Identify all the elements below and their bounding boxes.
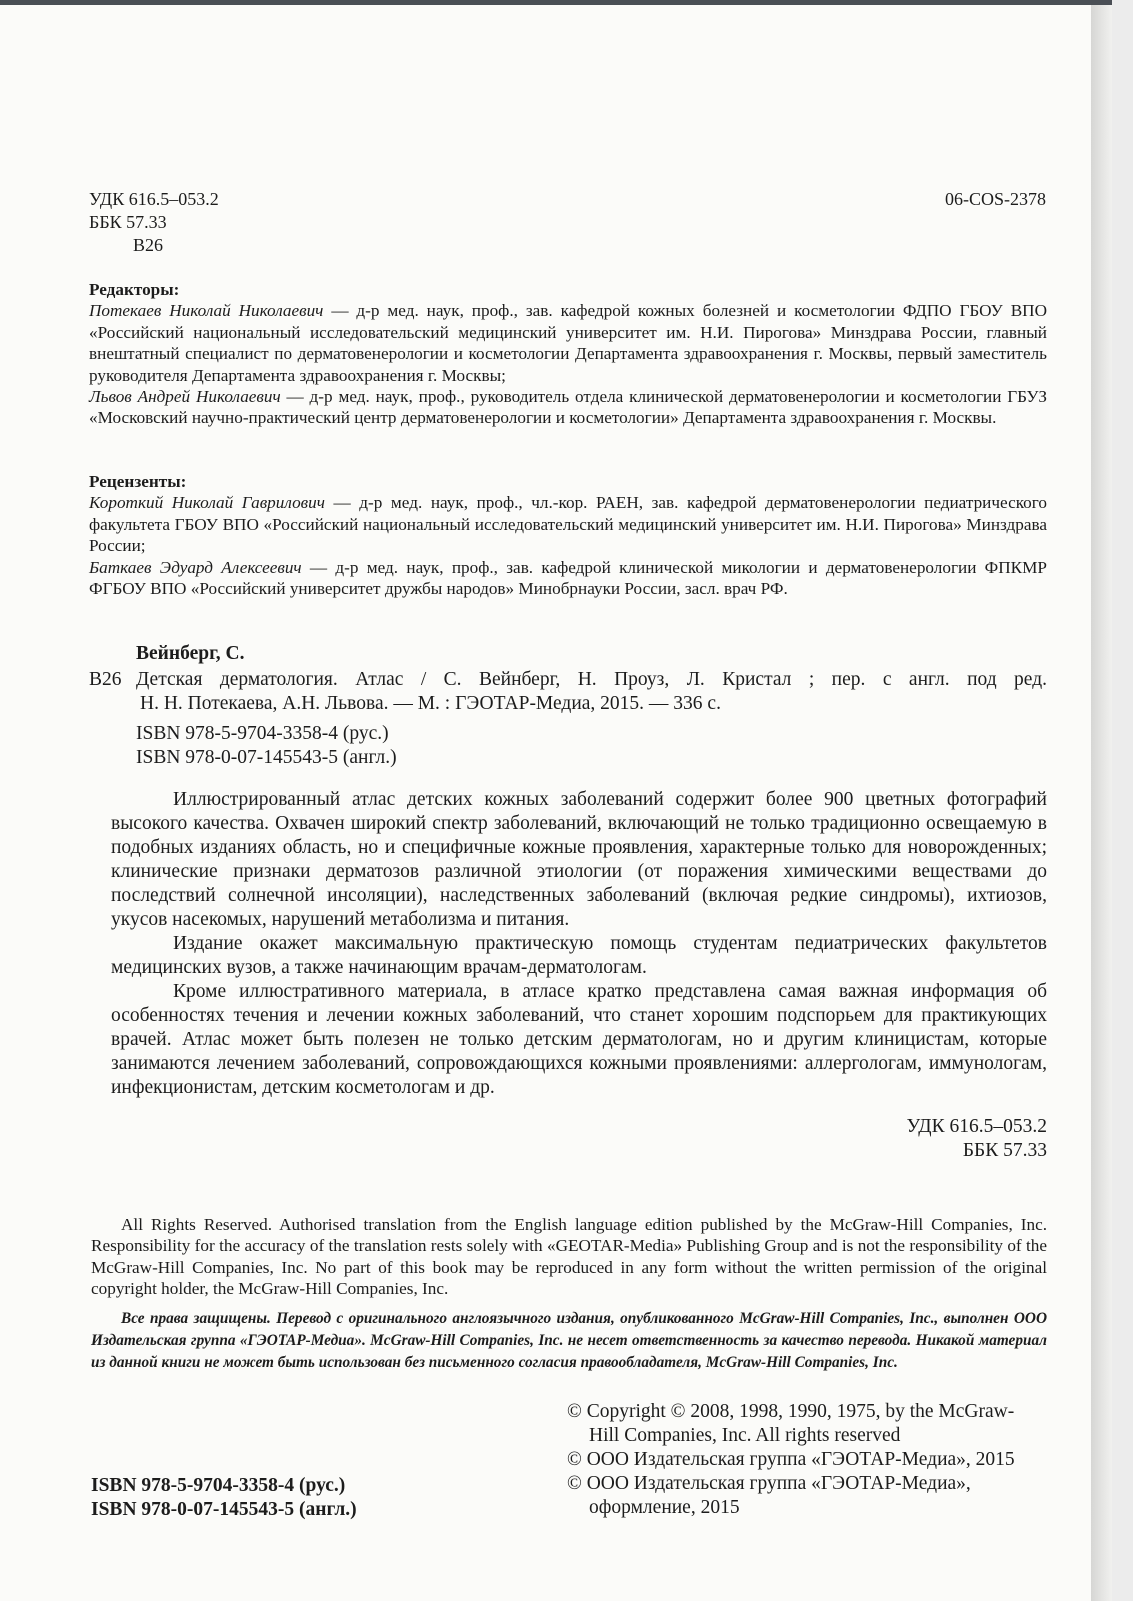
editors-section [89, 279, 1047, 429]
footer-isbn-eng: ISBN 978-0-07-145543-5 (англ.) [91, 1499, 357, 1520]
copyright-mcgraw-line-2: Hill Companies, Inc. All rights reserved [589, 1425, 901, 1446]
reviewer-entry [89, 492, 1047, 556]
reviewers-section [89, 471, 1047, 599]
annotation [111, 788, 1047, 1100]
annotation-paragraph: Иллюстрированный атлас детских кожных заболеваний содержит более 900 цветных фотографий высокого качества. Охвачен широкий спектр заболеваний, включающий не только традиционно освещаемую в подобных изданиях область, но и специфичные кожные проявления, характерные только для новорожденных; клинические признаки дерматозов различной этиологии (от поражения химическими веществами до последствий солнечной инсоляции), наследственных заболеваний (включая редкие синдромы), ихтиозов, укусов насекомых, нарушений метаболизма и питания. [111, 789, 1047, 930]
reviewer-name: Баткаев Эдуард Алексеевич [89, 557, 302, 577]
editor-description: — д-р мед. наук, проф., зав. кафедрой кожных болезней и косметологии ФДПО ГБОУ ВПО «Российский национальный исследовательский медицинский университет им. Н.И. Пирогова» Минздрава России, главный внештатный специалист по дерматовенерологии и косметологии Департамента здравоохранения г. Москвы, первый заместитель руководителя Департамента здравоохранения г. Москвы; [89, 301, 1047, 385]
footer-isbn-rus: ISBN 978-5-9704-3358-4 (рус.) [91, 1475, 346, 1496]
header-classification [89, 188, 219, 257]
rights-english [91, 1214, 1047, 1300]
catalog-description [136, 668, 1047, 716]
reviewer-name: Короткий Николай Гаврилович [89, 493, 325, 513]
catalog-isbn-rus: ISBN 978-5-9704-3358-4 (рус.) [136, 723, 389, 744]
editors-heading: Редакторы: [89, 280, 180, 299]
page-edge [1091, 5, 1112, 1601]
copyright-mcgraw-line-1: © Copyright © 2008, 1998, 1990, 1975, by the McGraw- [567, 1401, 1015, 1422]
editor-name: Потекаев Николай Николаевич [89, 301, 324, 321]
copyright-geotar-design-line-2: оформление, 2015 [589, 1497, 740, 1518]
reviewers-heading: Рецензенты: [89, 472, 187, 491]
annotation-paragraph: Издание окажет максимальную практическую помощь студентам педиатрических факультетов медицинских вузов, а также начинающим врачам-дерматологам. [111, 933, 1047, 978]
reviewer-description: — д-р мед. наук, проф., чл.-кор. РАЕН, зав. кафедрой дерматовенерологии педиатрического факультета ГБОУ ВПО «Российский национальный исследовательский медицинский университет им. Н.И. Пирогова» Минздрава России; [89, 493, 1047, 556]
order-code: 06-COS-2378 [944, 189, 1046, 209]
editor-description: — д-р мед. наук, проф., руководитель отдела клинической дерматовенерологии и косметологии ГБУЗ «Московский научно-практический центр дерматовенерологии и косметологии» Департамента здравоохранения г. Москвы. [89, 387, 1047, 428]
catalog-author: Вейнберг, С. [136, 643, 245, 664]
editor-name: Львов Андрей Николаевич [89, 387, 281, 407]
header-udk: УДК 616.5–053.2 [89, 189, 219, 209]
bottom-bbk: ББК 57.33 [962, 1140, 1047, 1161]
reviewer-description: — д-р мед. наук, проф., зав. кафедрой клинической микологии и дерматовенерологии ФПКМР ФГБОУ ВПО «Российский университет дружбы народов» Минобрнауки России, засл. врач РФ. [89, 557, 1047, 599]
header-bbk: ББК 57.33 [89, 212, 167, 232]
rights-russian-text: Все права защищены. Перевод с оригинального англоязычного издания, опубликованного McGraw-Hill Companies, Inc., выполнен ООО Издательская группа «ГЭОТАР-Медиа». McGraw-Hill Companies, Inc. не несет ответственность за качество перевода. Никакой материал из данной книги не может быть использован без письменного согласия правообладателя, McGraw-Hill Companies, Inc. [91, 1310, 1047, 1371]
copyright-geotar: © ООО Издательская группа «ГЭОТАР-Медиа», 2015 [567, 1449, 1015, 1470]
catalog-isbn-list [136, 722, 397, 770]
reviewer-entry [89, 557, 1047, 600]
catalog-isbn-eng: ISBN 978-0-07-145543-5 (англ.) [136, 747, 397, 768]
footer-copyrights [567, 1400, 1047, 1520]
rights-russian [91, 1308, 1047, 1374]
header-code: В26 [133, 235, 164, 255]
catalog-code: В26 [89, 669, 122, 690]
rights-english-text: All Rights Reserved. Authorised translation from the English language edition published by the McGraw-Hill Companies, Inc. Responsibility for the accuracy of the translation rests solely with «GEOTAR-Media» Publishing Group and is not the responsibility of the McGraw-Hill Companies, Inc. No part of this book may be reproduced in any form without the written permission of the original copyright holder, the McGraw-Hill Companies, Inc. [91, 1215, 1047, 1299]
editor-entry [89, 300, 1047, 386]
annotation-paragraph: Кроме иллюстративного материала, в атласе кратко представлена самая важная информация об особенностях течения и лечении кожных заболеваний, что станет хорошим подспорьем для практикующих врачей. Атлас может быть полезен не только детским дерматологам, но и другим клиницистам, которые занимаются лечением заболеваний, сопровождающихся кожными проявлениями: аллергологам, иммунологам, инфекционистам, детским косметологам и др. [111, 981, 1047, 1098]
copyright-geotar-design-line-1: © ООО Издательская группа «ГЭОТАР-Медиа», [567, 1473, 971, 1494]
catalog-line-2: Н. Н. Потекаева, А.Н. Львова. — М. : ГЭОТАР-Медиа, 2015. — 336 с. [140, 693, 721, 714]
footer-isbn-list [91, 1474, 357, 1522]
catalog-line-1: Детская дерматология. Атлас / С. Вейнберг, Н. Проуз, Л. Кристал ; пер. с англ. под ред. [136, 669, 1047, 690]
bottom-udk: УДК 616.5–053.2 [906, 1116, 1047, 1137]
editor-entry [89, 386, 1047, 429]
bottom-classification [800, 1115, 1047, 1163]
